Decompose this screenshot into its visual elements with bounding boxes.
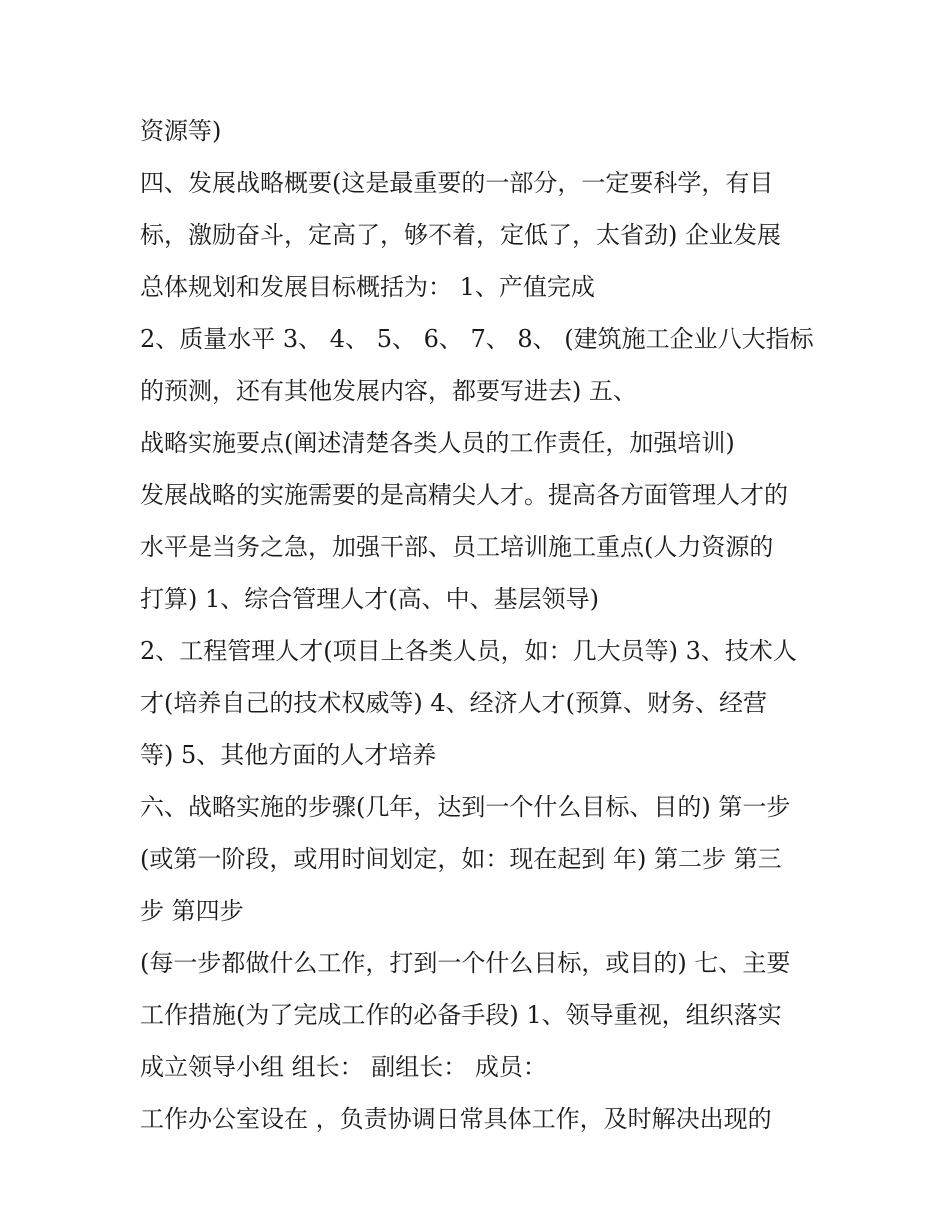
text-line: 2、工程管理人才(项目上各类人员，如：几大员等) 3、技术人 xyxy=(140,637,797,665)
text-line: 总体规划和发展目标概括为： 1、产值完成 xyxy=(140,273,595,301)
text-line: (或第一阶段，或用时间划定，如：现在起到 年) 第二步 第三 xyxy=(140,845,782,873)
text-line: 战略实施要点(阐述清楚各类人员的工作责任，加强培训) xyxy=(140,429,735,457)
text-line: 2、质量水平 3、 4、 5、 6、 7、 8、 (建筑施工企业八大指标 xyxy=(140,325,814,353)
text-line: 工作措施(为了完成工作的必备手段) 1、领导重视，组织落实 xyxy=(140,1001,782,1029)
text-line: 成立领导小组 组长： 副组长： 成员： xyxy=(140,1053,547,1081)
text-line: 的预测，还有其他发展内容，都要写进去) 五、 xyxy=(140,377,637,405)
text-line: 才(培养自己的技术权威等) 4、经济人才(预算、财务、经营 xyxy=(140,689,767,717)
text-line: 发展战略的实施需要的是高精尖人才。提高各方面管理人才的 xyxy=(140,481,788,509)
text-line: 六、战略实施的步骤(几年，达到一个什么目标、目的) 第一步 xyxy=(140,793,791,821)
text-line: 四、发展战略概要(这是最重要的一部分，一定要科学，有目 xyxy=(140,169,774,197)
text-line: 步 第四步 xyxy=(140,897,244,925)
text-line: 等) 5、其他方面的人才培养 xyxy=(140,741,437,769)
text-line: 水平是当务之急，加强干部、员工培训施工重点(人力资源的 xyxy=(140,533,774,561)
text-line: 工作办公室设在 ，负责协调日常具体工作，及时解决出现的 xyxy=(140,1105,772,1133)
text-line: 资源等) xyxy=(140,117,222,145)
text-line: (每一步都做什么工作，打到一个什么目标，或目的) 七、主要 xyxy=(140,949,791,977)
document-body xyxy=(140,105,840,1145)
text-line: 打算) 1、综合管理人才(高、中、基层领导) xyxy=(140,585,599,613)
text-line: 标，激励奋斗，定高了，够不着，定低了，太省劲) 企业发展 xyxy=(140,221,781,249)
